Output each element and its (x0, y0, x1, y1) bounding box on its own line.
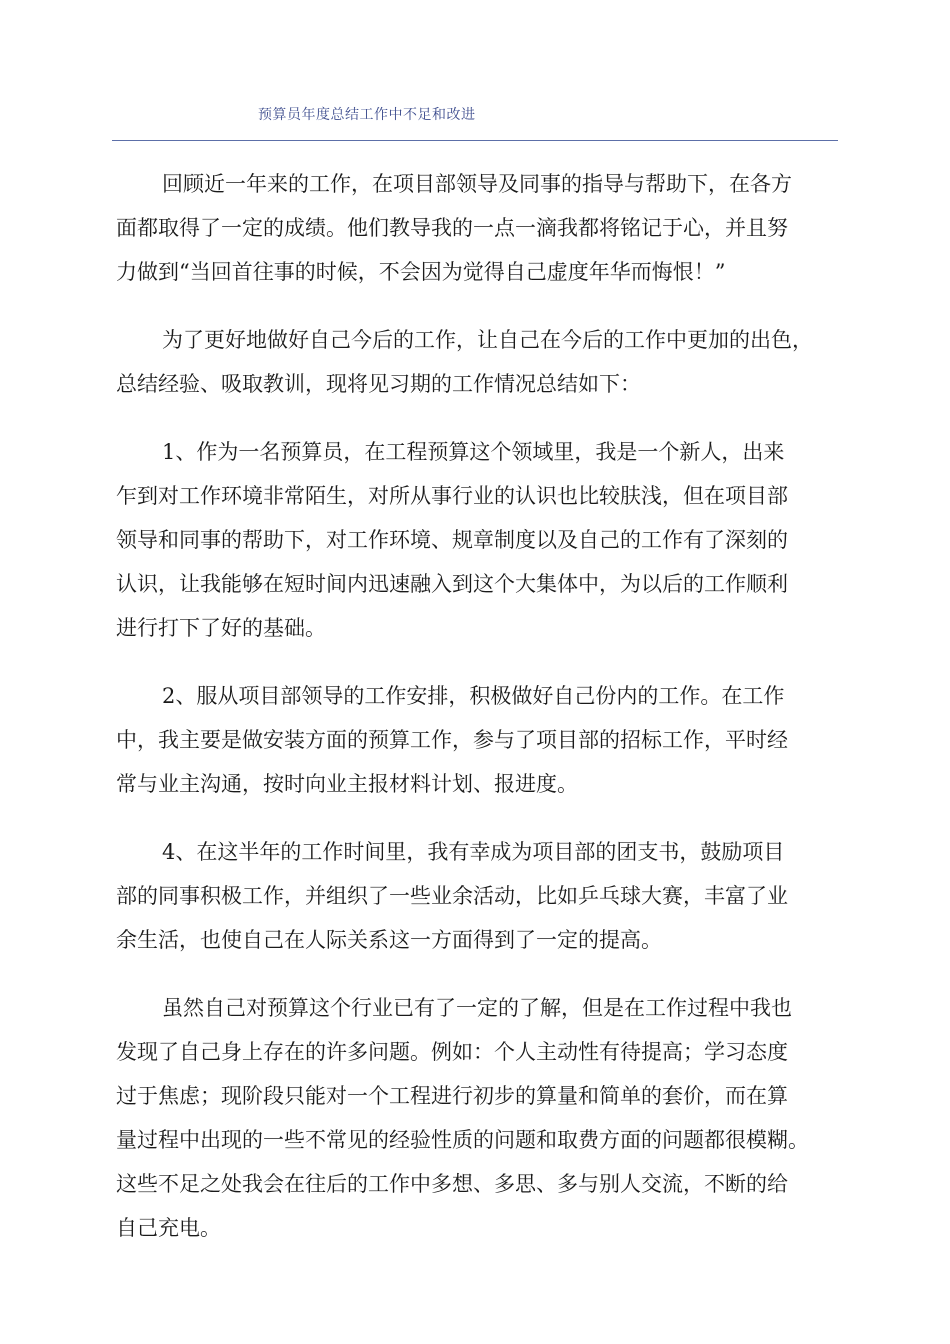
paragraph-line: 虽然自己对预算这个行业已有了一定的了解，但是在工作过程中我也 (162, 996, 792, 1020)
paragraph (116, 830, 836, 962)
paragraph (116, 674, 836, 806)
page-header-title: 预算员年度总结工作中不足和改进 (258, 107, 476, 123)
paragraph-line: 2、服从项目部领导的工作安排，积极做好自己份内的工作。在工作 (162, 684, 785, 708)
header-divider (112, 140, 838, 141)
paragraph (116, 162, 836, 294)
paragraph-line: 回顾近一年来的工作，在项目部领导及同事的指导与帮助下，在各方 (162, 172, 792, 196)
paragraph-line: 量过程中出现的一些不常见的经验性质的问题和取费方面的问题都很模糊。 (116, 1128, 809, 1152)
paragraph-line: 余生活，也使自己在人际关系这一方面得到了一定的提高。 (116, 928, 662, 952)
paragraph-line: 过于焦虑；现阶段只能对一个工程进行初步的算量和简单的套价，而在算 (116, 1084, 788, 1108)
paragraph-line: 认识，让我能够在短时间内迅速融入到这个大集体中，为以后的工作顺利 (116, 572, 788, 596)
paragraph-line: 进行打下了好的基础。 (116, 616, 326, 640)
paragraph-line: 领导和同事的帮助下，对工作环境、规章制度以及自己的工作有了深刻的 (116, 528, 788, 552)
paragraph-line: 面都取得了一定的成绩。他们教导我的一点一滴我都将铭记于心，并且努 (116, 216, 788, 240)
paragraph-line: 为了更好地做好自己今后的工作，让自己在今后的工作中更加的出色， (162, 328, 813, 352)
paragraph-line: 发现了自己身上存在的许多问题。例如：个人主动性有待提高；学习态度 (116, 1040, 788, 1064)
paragraph-line: 这些不足之处我会在往后的工作中多想、多思、多与别人交流，不断的给 (116, 1172, 788, 1196)
paragraph-line: 4、在这半年的工作时间里，我有幸成为项目部的团支书，鼓励项目 (162, 840, 785, 864)
paragraph (116, 986, 836, 1250)
paragraph (116, 318, 836, 406)
paragraph-line: 中，我主要是做安装方面的预算工作，参与了项目部的招标工作，平时经 (116, 728, 788, 752)
paragraph-line: 总结经验、吸取教训，现将见习期的工作情况总结如下： (116, 372, 641, 396)
paragraph-line: 常与业主沟通，按时向业主报材料计划、报进度。 (116, 772, 578, 796)
paragraph-line: 1、作为一名预算员，在工程预算这个领域里，我是一个新人，出来 (162, 440, 785, 464)
paragraph (116, 430, 836, 650)
paragraph-line: 部的同事积极工作，并组织了一些业余活动，比如乒乓球大赛，丰富了业 (116, 884, 788, 908)
paragraph-line: 乍到对工作环境非常陌生，对所从事行业的认识也比较肤浅，但在项目部 (116, 484, 788, 508)
document-body (116, 162, 836, 1274)
paragraph-line: 力做到“当回首往事的时候，不会因为觉得自己虚度年华而悔恨！” (116, 260, 726, 284)
paragraph-line: 自己充电。 (116, 1216, 221, 1240)
